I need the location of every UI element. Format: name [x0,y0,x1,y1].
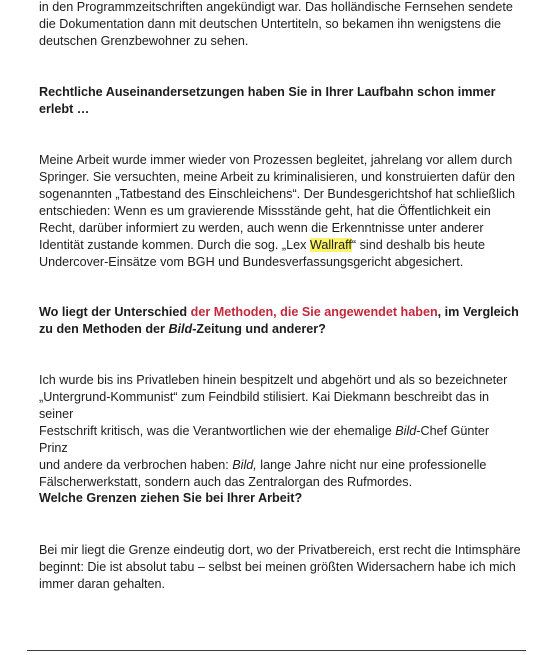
question-line: Welche Grenzen ziehen Sie bei Ihrer Arbeit? [39,491,303,505]
question-line2-pre: zu den Methoden der [39,322,169,336]
answer-line-post: “ sind deshalb bis heute [351,238,485,252]
question-legal-disputes [39,84,521,118]
answer-line-post: -Chef Günter Prinz [39,424,490,455]
question-line: Rechtliche Auseinandersetzungen haben Sie in Ihrer Laufbahn schon immer [39,85,496,99]
divider-line [27,650,526,651]
italic-bild: Bild [395,424,417,438]
answer-line: entschieden: Wenn es um gravierende Missstände geht, hat die Öffentlichkeit ein [39,204,491,218]
answer-line: „Untergrund-Kommunist“ zum Feindbild stilisiert. Kai Diekmann beschreibt das in seiner [39,390,490,421]
answer-line: Recht, darüber informiert zu werden, auch wenn die Erkenntnisse unter anderer [39,221,484,235]
intro-line: deutschen Grenzbewohner zu sehen. [39,34,249,48]
answer-methods-difference [39,372,521,491]
answer-line: sogenannten „Tatbestand des Einschleichens“. Der Bundesgerichtshof hat schließlich [39,187,516,201]
question-line2-post: -Zeitung und anderer? [192,322,326,336]
question-limits [39,490,521,507]
answer-line: Springer. Sie versuchten, meine Arbeit zu kriminalisieren, und konstruierten dafür den [39,170,516,184]
answer-limits [39,542,521,593]
answer-line: immer daran gehalten. [39,577,166,591]
answer-line-pre: Identität zustande kommen. Durch die sog. „Lex [39,238,310,252]
answer-line: Fälscherwerkstatt, sondern auch das Zentralorgan des Rufmordes. [39,475,413,489]
question-post: , im Vergleich [437,305,519,319]
highlighted-term-wallraff: Wallraff [309,238,352,252]
answer-line: Undercover-Einsätze vom BGH und Bundesverfassungsgericht abgesichert. [39,255,464,269]
highlighted-phrase-methods: der Methoden, die Sie angewendet haben [190,305,438,319]
italic-bild: Bild [168,322,193,336]
question-methods-difference [39,304,521,338]
answer-line: Meine Arbeit wurde immer wieder von Prozessen begleitet, jahrelang vor allem durch [39,153,513,167]
answer-line: Ich wurde bis ins Privatleben hinein bespitzelt und abgehört und als so bezeichneter [39,373,508,387]
answer-line-pre: und andere da verbrochen haben: [39,458,233,472]
question-pre: Wo liegt der Unterschied [39,305,191,319]
answer-line-pre: Festschrift kritisch, was die Verantwortlichen wie der ehemalige [39,424,396,438]
answer-line: Bei mir liegt die Grenze eindeutig dort, wo der Privatbereich, erst recht die Intimsphäre [39,543,521,557]
italic-bild: Bild, [232,458,257,472]
intro-line: in den Programmzeitschriften angekündigt war. Das holländische Fernsehen sendete [39,0,513,14]
question-line: erlebt … [39,102,90,116]
answer-line: beginnt: Die ist absolut tabu – selbst bei meinen größten Widersachern habe ich mich [39,560,516,574]
intro-paragraph [39,0,521,50]
answer-line-post: lange Jahre nicht nur eine professionelle [256,458,487,472]
intro-line: die Dokumentation dann mit deutschen Untertiteln, so bekamen ihn wenigstens die [39,17,502,31]
answer-legal-disputes [39,152,521,271]
